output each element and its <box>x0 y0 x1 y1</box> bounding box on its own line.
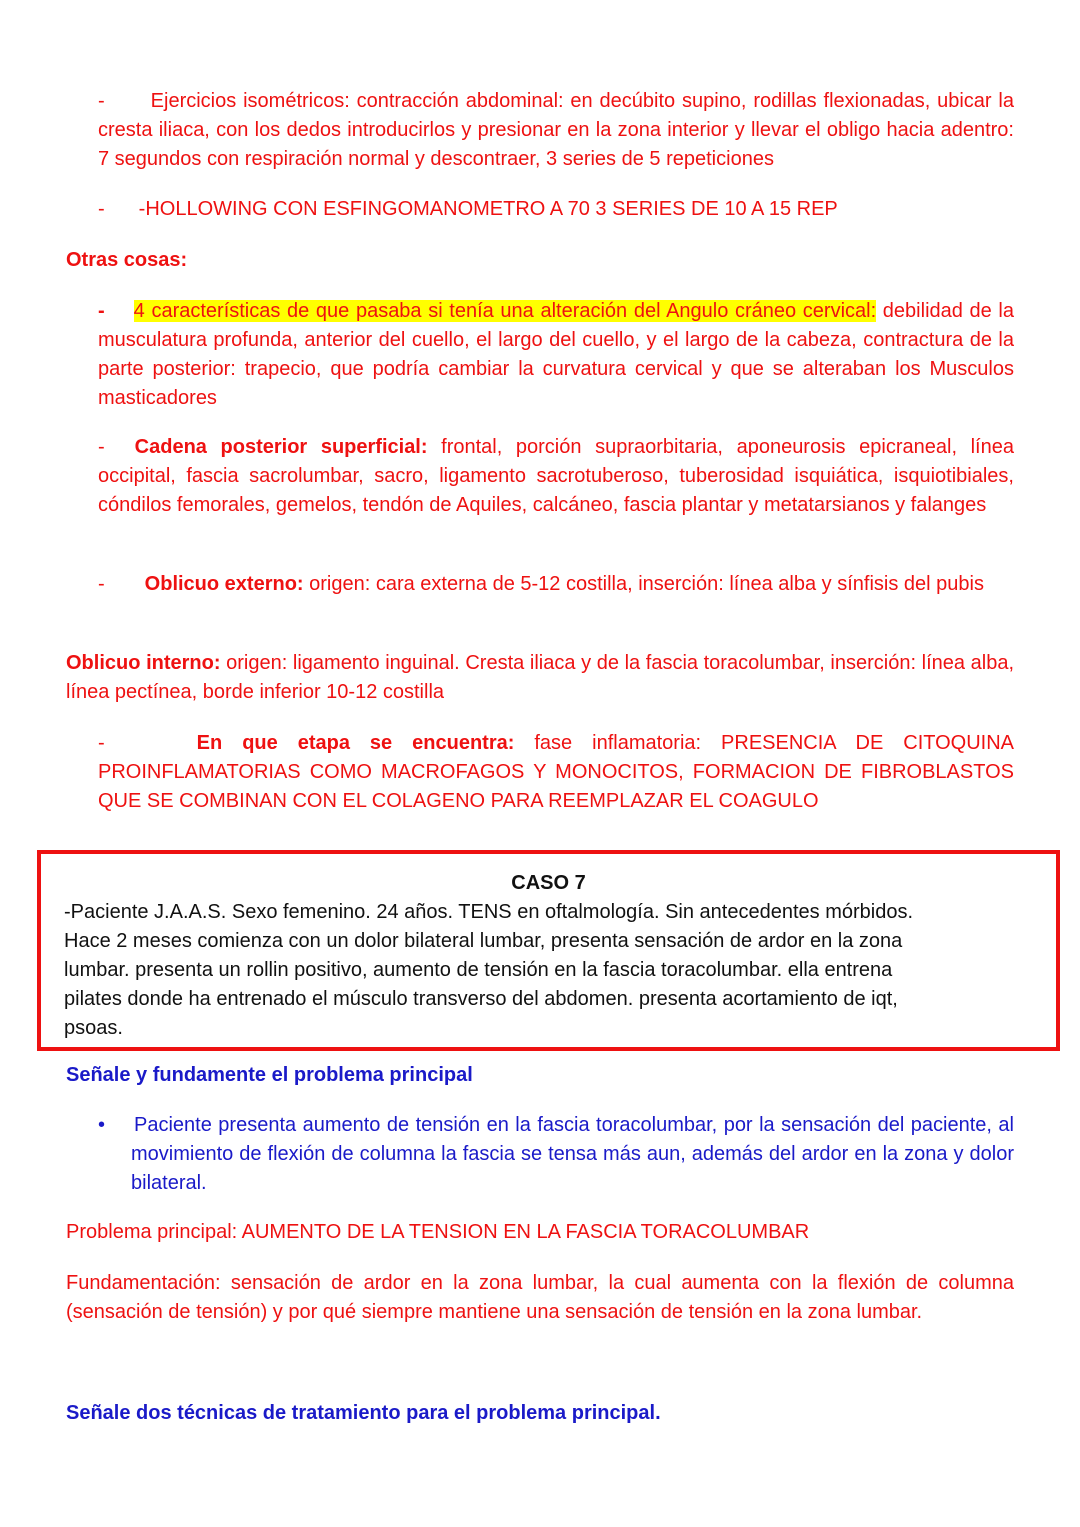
list-dash: - <box>98 732 105 754</box>
note-item-angulo-craneo-cervical <box>98 297 1014 413</box>
note-text: debilidad de la musculatura profunda, anterior del cuello, el largo del cuello, y el largo de la cabeza, contractura de la parte posterior: trapecio, que podría cambiar la curvatura cervical y que se alteraban los Musculos masticadores <box>98 300 1014 409</box>
list-dash: - <box>98 573 105 595</box>
bullet-icon: • <box>98 1114 106 1136</box>
note-item-cadena-posterior <box>98 433 1014 520</box>
exercise-item-hollowing <box>98 195 1014 224</box>
note-label: Cadena posterior superficial: <box>134 436 428 458</box>
list-dash: - <box>98 198 105 220</box>
note-label: En que etapa se encuentra: <box>196 732 515 754</box>
note-text: fase inflamatoria: PRESENCIA DE CITOQUINA PROINFLAMATORIAS COMO MACROFAGOS Y MONOCITOS, FORMACION DE FIBROBLASTOS QUE SE COMBINAN CON EL COLAGENO PARA REEMPLAZAR EL COAGULO <box>98 732 1015 812</box>
highlighted-text: 4 características de que pasaba si tenía una alteración del Angulo cráneo cervical: <box>133 300 877 322</box>
note-text: frontal, porción supraorbitaria, aponeurosis epicraneal, línea occipital, fascia sacrolumbar, sacro, ligamento sacrotuberoso, tuberosidad isquiática, isquiotibiales, cóndilos femorales, gemelos, tendón de Aquiles, calcáneo, fascia plantar y metatarsianos y falanges <box>98 436 1014 516</box>
case-description <box>64 898 1024 1043</box>
note-label: Oblicuo externo: <box>144 573 304 595</box>
case-title: CASO 7 <box>511 872 586 894</box>
note-label: Oblicuo interno: <box>66 652 221 674</box>
case-line: psoas. <box>64 1017 123 1039</box>
question-heading-problema-principal: Señale y fundamente el problema principal <box>66 1064 473 1086</box>
note-oblicuo-interno <box>66 649 1014 707</box>
note-text: origen: ligamento inguinal. Cresta iliaca y de la fascia toracolumbar, inserción: línea alba, línea pectínea, borde inferior 10-12 costilla <box>66 652 1014 703</box>
note-text: origen: cara externa de 5-12 costilla, inserción: línea alba y sínfisis del pubis <box>303 573 984 595</box>
list-dash: - <box>98 436 105 458</box>
problema-principal: Problema principal: AUMENTO DE LA TENSION EN LA FASCIA TORACOLUMBAR <box>66 1221 810 1243</box>
list-dash: - <box>98 90 105 112</box>
exercise-text: Ejercicios isométricos: contracción abdominal: en decúbito supino, rodillas flexionadas, ubicar la cresta iliaca, con los dedos introducirlos y presionar en la zona interior y llevar el obligo hacia adentro: 7 segundos con respiración normal y descontraer, 3 series de 5 repeticiones <box>98 90 1014 170</box>
case-line: pilates donde ha entrenado el músculo transverso del abdomen. presenta acortamiento de iqt, <box>64 988 898 1010</box>
case-line: lumbar. presenta un rollin positivo, aumento de tensión en la fascia toracolumbar. ella entrena <box>64 959 893 981</box>
question-heading-tecnicas-tratamiento: Señale dos técnicas de tratamiento para el problema principal. <box>66 1402 661 1424</box>
list-dash: - <box>98 300 105 322</box>
answer-problema-principal: Paciente presenta aumento de tensión en la fascia toracolumbar, por la sensación del paciente, al movimiento de flexión de columna la fascia se tensa más aun, además del ardor en la zona y dolor bilateral. <box>131 1114 1014 1194</box>
exercise-item-isometricos <box>98 87 1014 174</box>
fundamentacion: Fundamentación: sensación de ardor en la zona lumbar, la cual aumenta con la flexión de columna (sensación de tensión) y por qué siempre mantiene una sensación de tensión en la zona lumbar. <box>66 1272 1014 1323</box>
case-line: Hace 2 meses comienza con un dolor bilateral lumbar, presenta sensación de ardor en la zona <box>64 930 903 952</box>
exercise-text: -HOLLOWING CON ESFINGOMANOMETRO A 70 3 SERIES DE 10 A 15 REP <box>138 198 838 220</box>
case-line: -Paciente J.A.A.S. Sexo femenino. 24 años. TENS en oftalmología. Sin antecedentes mórbidos. <box>64 901 914 923</box>
note-item-oblicuo-externo <box>98 570 1014 599</box>
note-item-etapa <box>98 729 1014 816</box>
section-heading-otras-cosas: Otras cosas: <box>66 249 188 271</box>
case-box <box>37 850 1060 1051</box>
